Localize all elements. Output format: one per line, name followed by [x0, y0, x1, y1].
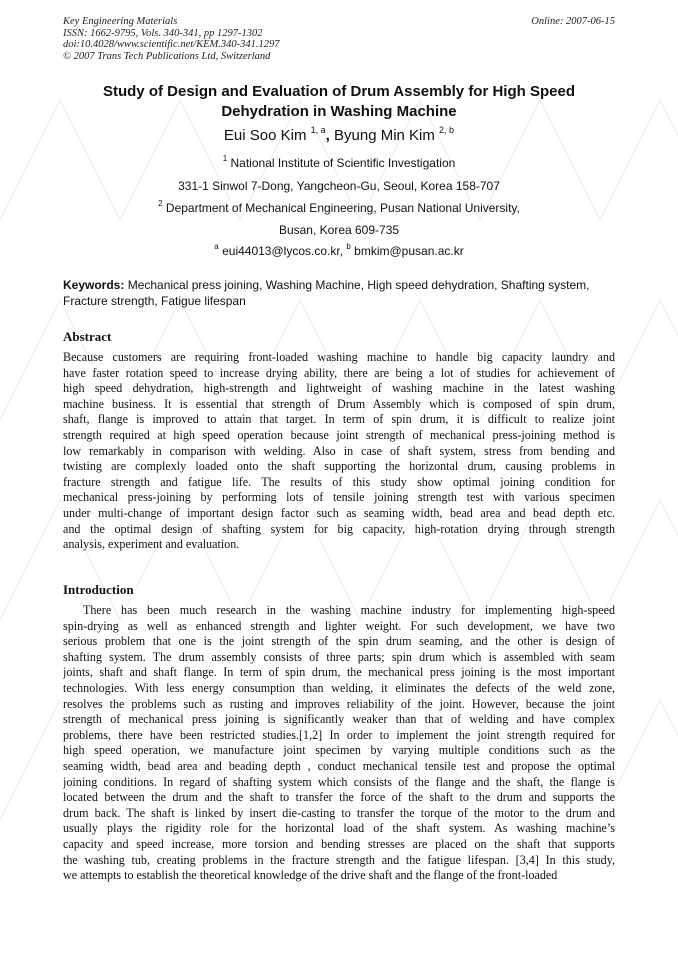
- text-line: machine business. It is essential that strength of Drum Assembly which is composed of spin drum,: [63, 396, 615, 411]
- author-affiliation-mark: 2, b: [439, 125, 455, 135]
- text-line: located between the drum and the shaft to transfer the force of the shaft to the drum and supports the: [63, 790, 615, 805]
- author-emails: [40, 244, 638, 259]
- email-link[interactable]: bmkim@pusan.ac.kr: [354, 244, 464, 258]
- affiliation-mark: 2: [158, 199, 163, 208]
- email-link[interactable]: eui44013@lycos.co.kr,: [222, 244, 344, 258]
- paper-title: [40, 82, 638, 121]
- journal-name: Key Engineering Materials: [63, 16, 178, 27]
- author-separator: ,: [325, 127, 330, 144]
- author-name: Byung Min Kim: [334, 127, 435, 144]
- keywords-text: Mechanical press joining, Washing Machine, High speed dehydration, Shafting system, Fracture strength, Fatigue lifespan: [63, 278, 590, 308]
- text-line: low remarkably in comparison with welding. Also in case of shaft system, stress from bending and: [63, 443, 615, 458]
- text-line: drum back. The shaft is linked by insert die-casting to transfer the torque of the motor to the drum and: [63, 805, 615, 820]
- keywords: [63, 278, 615, 309]
- text-line: analysis, experiment and evaluation.: [63, 537, 240, 552]
- text-line: resolves the problems such as rusting and improves reliability of the joint. However, because the joint: [63, 696, 615, 711]
- text-line: There has been much research in the washing machine industry for implementing high-speed: [83, 603, 615, 617]
- keywords-label: Keywords:: [63, 278, 125, 292]
- text-line: twisting are complexly loaded onto the shaft supporting the horizontal drum, causing problems in: [63, 459, 615, 474]
- introduction-heading: Introduction: [63, 582, 134, 597]
- online-date: Online: 2007-06-15: [531, 16, 615, 27]
- text-line: technologies. With less energy consumption than welding, it eliminates the defects of the weld zone,: [63, 680, 615, 695]
- text-line: have faster rotation speed to increase drying ability, there are being a lot of studies for achievement of: [63, 365, 615, 380]
- text-line: usually plays the rigidity role for the horizontal load of the shaft system. As washing machine’s: [63, 821, 615, 836]
- author-name: Eui Soo Kim: [223, 127, 307, 144]
- introduction-text: [63, 603, 615, 884]
- affiliation-2-line-1: $^2$ Department of Mechanical Engineering, Pusan National University,: [158, 199, 520, 215]
- affiliation-1-line-1: $^1$ National Institute of Scientific Investigation: [222, 154, 456, 170]
- email-mark: b: [346, 242, 351, 251]
- abstract-text: [63, 350, 615, 553]
- journal-copyright: © 2007 Trans Tech Publications Ltd, Switzerland: [63, 50, 271, 62]
- text-line: fracture strength and fatigue life. The results of this study show optimal joining condition for: [63, 474, 615, 489]
- text-line: serious problem that one is the joint strength of the spin drum seaming, and the other is design of: [63, 634, 615, 649]
- title-line: Dehydration in Washing Machine: [221, 102, 457, 120]
- text-line: shaft, flange is improved to attain that target. In term of spin drum, it is difficult to realize joint: [63, 412, 615, 427]
- text-line: under multi-change of important design factor such as seaming width, bead area and bead depth etc.: [63, 505, 615, 520]
- text-line: joining conditions. In regard of shafting system which consists of the flange and the shaft, the flange is: [63, 774, 615, 789]
- affiliation-1-line-2: 331-1 Sinwol 7-Dong, Yangcheon-Gu, Seoul, Korea 158-707: [178, 179, 500, 193]
- journal-header: [63, 16, 280, 62]
- text-line: high speed dehydration, high-strength and lightweight of washing machine in the latest washing: [63, 381, 615, 396]
- abstract-heading: Abstract: [63, 329, 112, 344]
- journal-issn: ISSN: 1662-9795, Vols. 340-341, pp 1297-1302: [63, 27, 263, 39]
- text-line: strength required at high speed operation because joint strength of mechanical press-joining method is: [63, 427, 615, 442]
- affiliation-mark: 1: [222, 154, 228, 163]
- text-line: strength of mechanical press joining is significantly weaker than that of welding and have complex: [63, 712, 615, 727]
- text-line: shafting system. The drum assembly consists of three parts; spin drum which is assembled with seam: [63, 649, 615, 664]
- text-line: problems, there have been restricted studies.[1,2] In order to implement the joint strength required for: [63, 727, 615, 742]
- affiliation-2-line-2: Busan, Korea 609-735: [278, 223, 400, 237]
- text-line: seaming width, bead area and beading depth , conduct mechanical tensile test and propose the optimal: [63, 758, 615, 773]
- text-line: mechanical press-joining by performing lots of tensile joining strength test with various specimen: [63, 490, 615, 505]
- text-line: and the optimal design of shafting system for big capacity, high-rotation drying through strength: [63, 521, 615, 536]
- title-line: Study of Design and Evaluation of Drum Assembly for High Speed: [102, 83, 575, 100]
- journal-doi: doi:10.4028/www.scientific.net/KEM.340-341.1297: [63, 39, 280, 50]
- text-line: the washing tub, creating problems in the fracture strength and the fatigue lifespan. [3,4] In this study,: [63, 852, 615, 867]
- text-line: capacity and speed increase, more torsion and bending stresses are placed on the shaft that supports: [63, 836, 615, 851]
- text-line: spin-drying as well as enhanced strength and lighter weight. For such development, we have two: [63, 618, 615, 633]
- text-line: Because customers are requiring front-loaded washing machine to handle big capacity laundry and: [63, 350, 615, 364]
- author-list: [40, 126, 638, 146]
- text-line: we attempts to establish the theoretical knowledge of the drive shaft and the flange of the front-loaded: [63, 868, 558, 883]
- text-line: high speed operation, we manufacture joint specimen by varying multiple conditions such as the: [63, 743, 615, 758]
- email-mark: a: [214, 242, 219, 251]
- text-line: joints, shaft and shaft flange. In term of spin drum, the mechanical press joining is the most important: [63, 665, 615, 680]
- author-affiliation-mark: 1, a: [310, 125, 326, 135]
